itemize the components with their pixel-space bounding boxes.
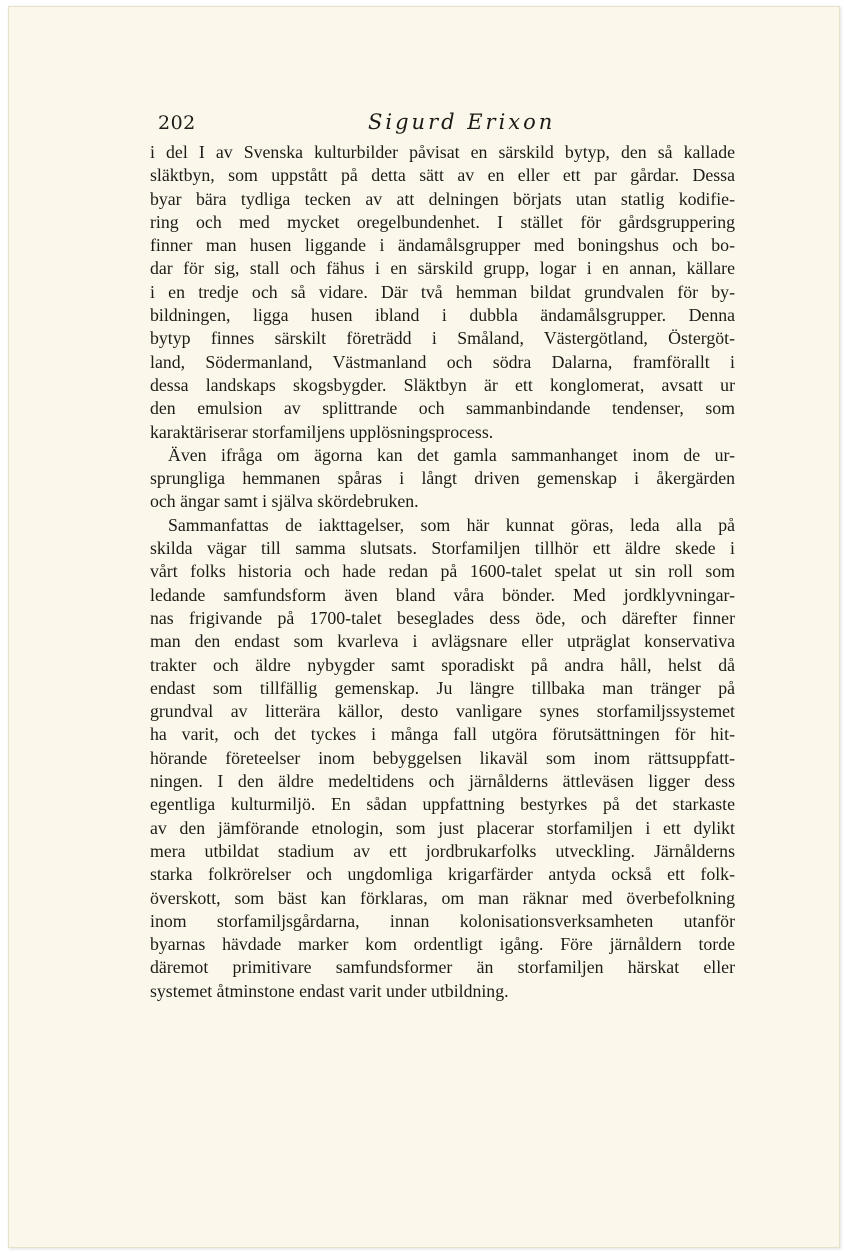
text-line: dessa landskaps skogsbygder. Släktbyn är ett konglomerat, avsatt ur	[150, 374, 735, 395]
text-line: karaktäriserar storfamiljens upplösningsprocess.	[150, 421, 494, 442]
text-line: bytyp finnes särskilt företrädd i Småland, Västergötland, Östergöt-	[150, 328, 735, 349]
page-number: 202	[158, 112, 196, 134]
text-line: grundval av litterära källor, desto vanligare synes storfamiljssystemet	[150, 701, 735, 722]
running-head: Sigurd Erixon	[368, 110, 556, 134]
text-line: ring och med mycket oregelbundenhet. I stället för gårdsgruppering	[150, 211, 735, 232]
text-line: däremot primitivare samfundsformer än storfamiljen härskat eller	[150, 957, 735, 978]
text-line: systemet åtminstone endast varit under utbildning.	[150, 980, 509, 1001]
paragraph	[150, 141, 735, 444]
text-line: finner man husen liggande i ändamålsgrupper med boningshus och bo-	[150, 235, 735, 256]
text-line: hörande företeelser inom bebyggelsen likaväl som inom rättsuppfatt-	[150, 747, 735, 768]
text-line: byarnas hävdade marker kom ordentligt igång. Före järnåldern torde	[150, 934, 735, 955]
text-line: av den jämförande etnologin, som just placerar storfamiljen i ett dylikt	[150, 817, 735, 838]
text-line: egentliga kulturmiljö. En sådan uppfattning bestyrkes på det starkaste	[150, 794, 735, 815]
text-line: skilda vägar till samma slutsats. Storfamiljen tillhör ett äldre skede i	[150, 538, 735, 559]
text-line: endast som tillfällig gemenskap. Ju längre tillbaka man tränger på	[150, 677, 735, 698]
text-line: ningen. I den äldre medeltidens och järnålderns ättleväsen ligger dess	[150, 771, 735, 792]
text-line: i del I av Svenska kulturbilder påvisat en särskild bytyp, den så kallade	[150, 142, 735, 162]
paragraph	[150, 514, 735, 1003]
text-line: ha varit, och det tyckes i många fall utgöra förutsättningen för hit-	[150, 724, 735, 745]
text-line: sprungliga hemmanen spåras i långt driven gemenskap i åkergärden	[150, 468, 735, 489]
text-line: land, Södermanland, Västmanland och södra Dalarna, framförallt i	[150, 351, 735, 372]
text-line: släktbyn, som uppstått på detta sätt av en eller ett par gårdar. Dessa	[150, 165, 735, 186]
text-line: mera utbildat stadium av ett jordbrukarfolks utveckling. Järnålderns	[150, 840, 735, 861]
text-line: dar för sig, stall och fähus i en särskild grupp, logar i en annan, källare	[150, 258, 735, 279]
body-text	[150, 141, 735, 1003]
paragraph	[150, 444, 735, 514]
text-line: vårt folks historia och hade redan på 1600-talet spelat ut sin roll som	[150, 561, 735, 582]
text-line: nas frigivande på 1700-talet beseglades dess öde, och därefter finner	[150, 607, 735, 628]
text-line: inom storfamiljsgårdarna, innan kolonisationsverksamheten utanför	[150, 910, 735, 931]
text-line: man den endast som kvarleva i avlägsnare eller utpräglat konservativa	[150, 631, 735, 652]
text-line: den emulsion av splittrande och sammanbindande tendenser, som	[150, 398, 735, 419]
text-line: byar bära tydliga tecken av att delningen börjats utan statlig kodifie-	[150, 188, 735, 209]
text-line: överskott, som bäst kan förklaras, om man räknar med överbefolkning	[150, 887, 735, 908]
text-line: trakter och äldre nybygder samt sporadiskt på andra håll, helst då	[150, 654, 735, 675]
text-line: Även ifråga om ägorna kan det gamla sammanhanget inom de ur-	[168, 444, 735, 465]
text-line: bildningen, ligga husen ibland i dubbla ändamålsgrupper. Denna	[150, 305, 735, 326]
text-line: starka folkrörelser och ungdomliga krigarfärder antyda också ett folk-	[150, 864, 735, 885]
text-line: i en tredje och så vidare. Där två hemman bildat grundvalen för by-	[150, 281, 735, 302]
text-line: Sammanfattas de iakttagelser, som här kunnat göras, leda alla på	[168, 514, 735, 535]
page-header	[158, 108, 743, 142]
text-line: och ängar samt i själva skördebruken.	[150, 491, 419, 512]
text-line: ledande samfundsform även bland våra bönder. Med jordklyvningar-	[150, 584, 735, 605]
